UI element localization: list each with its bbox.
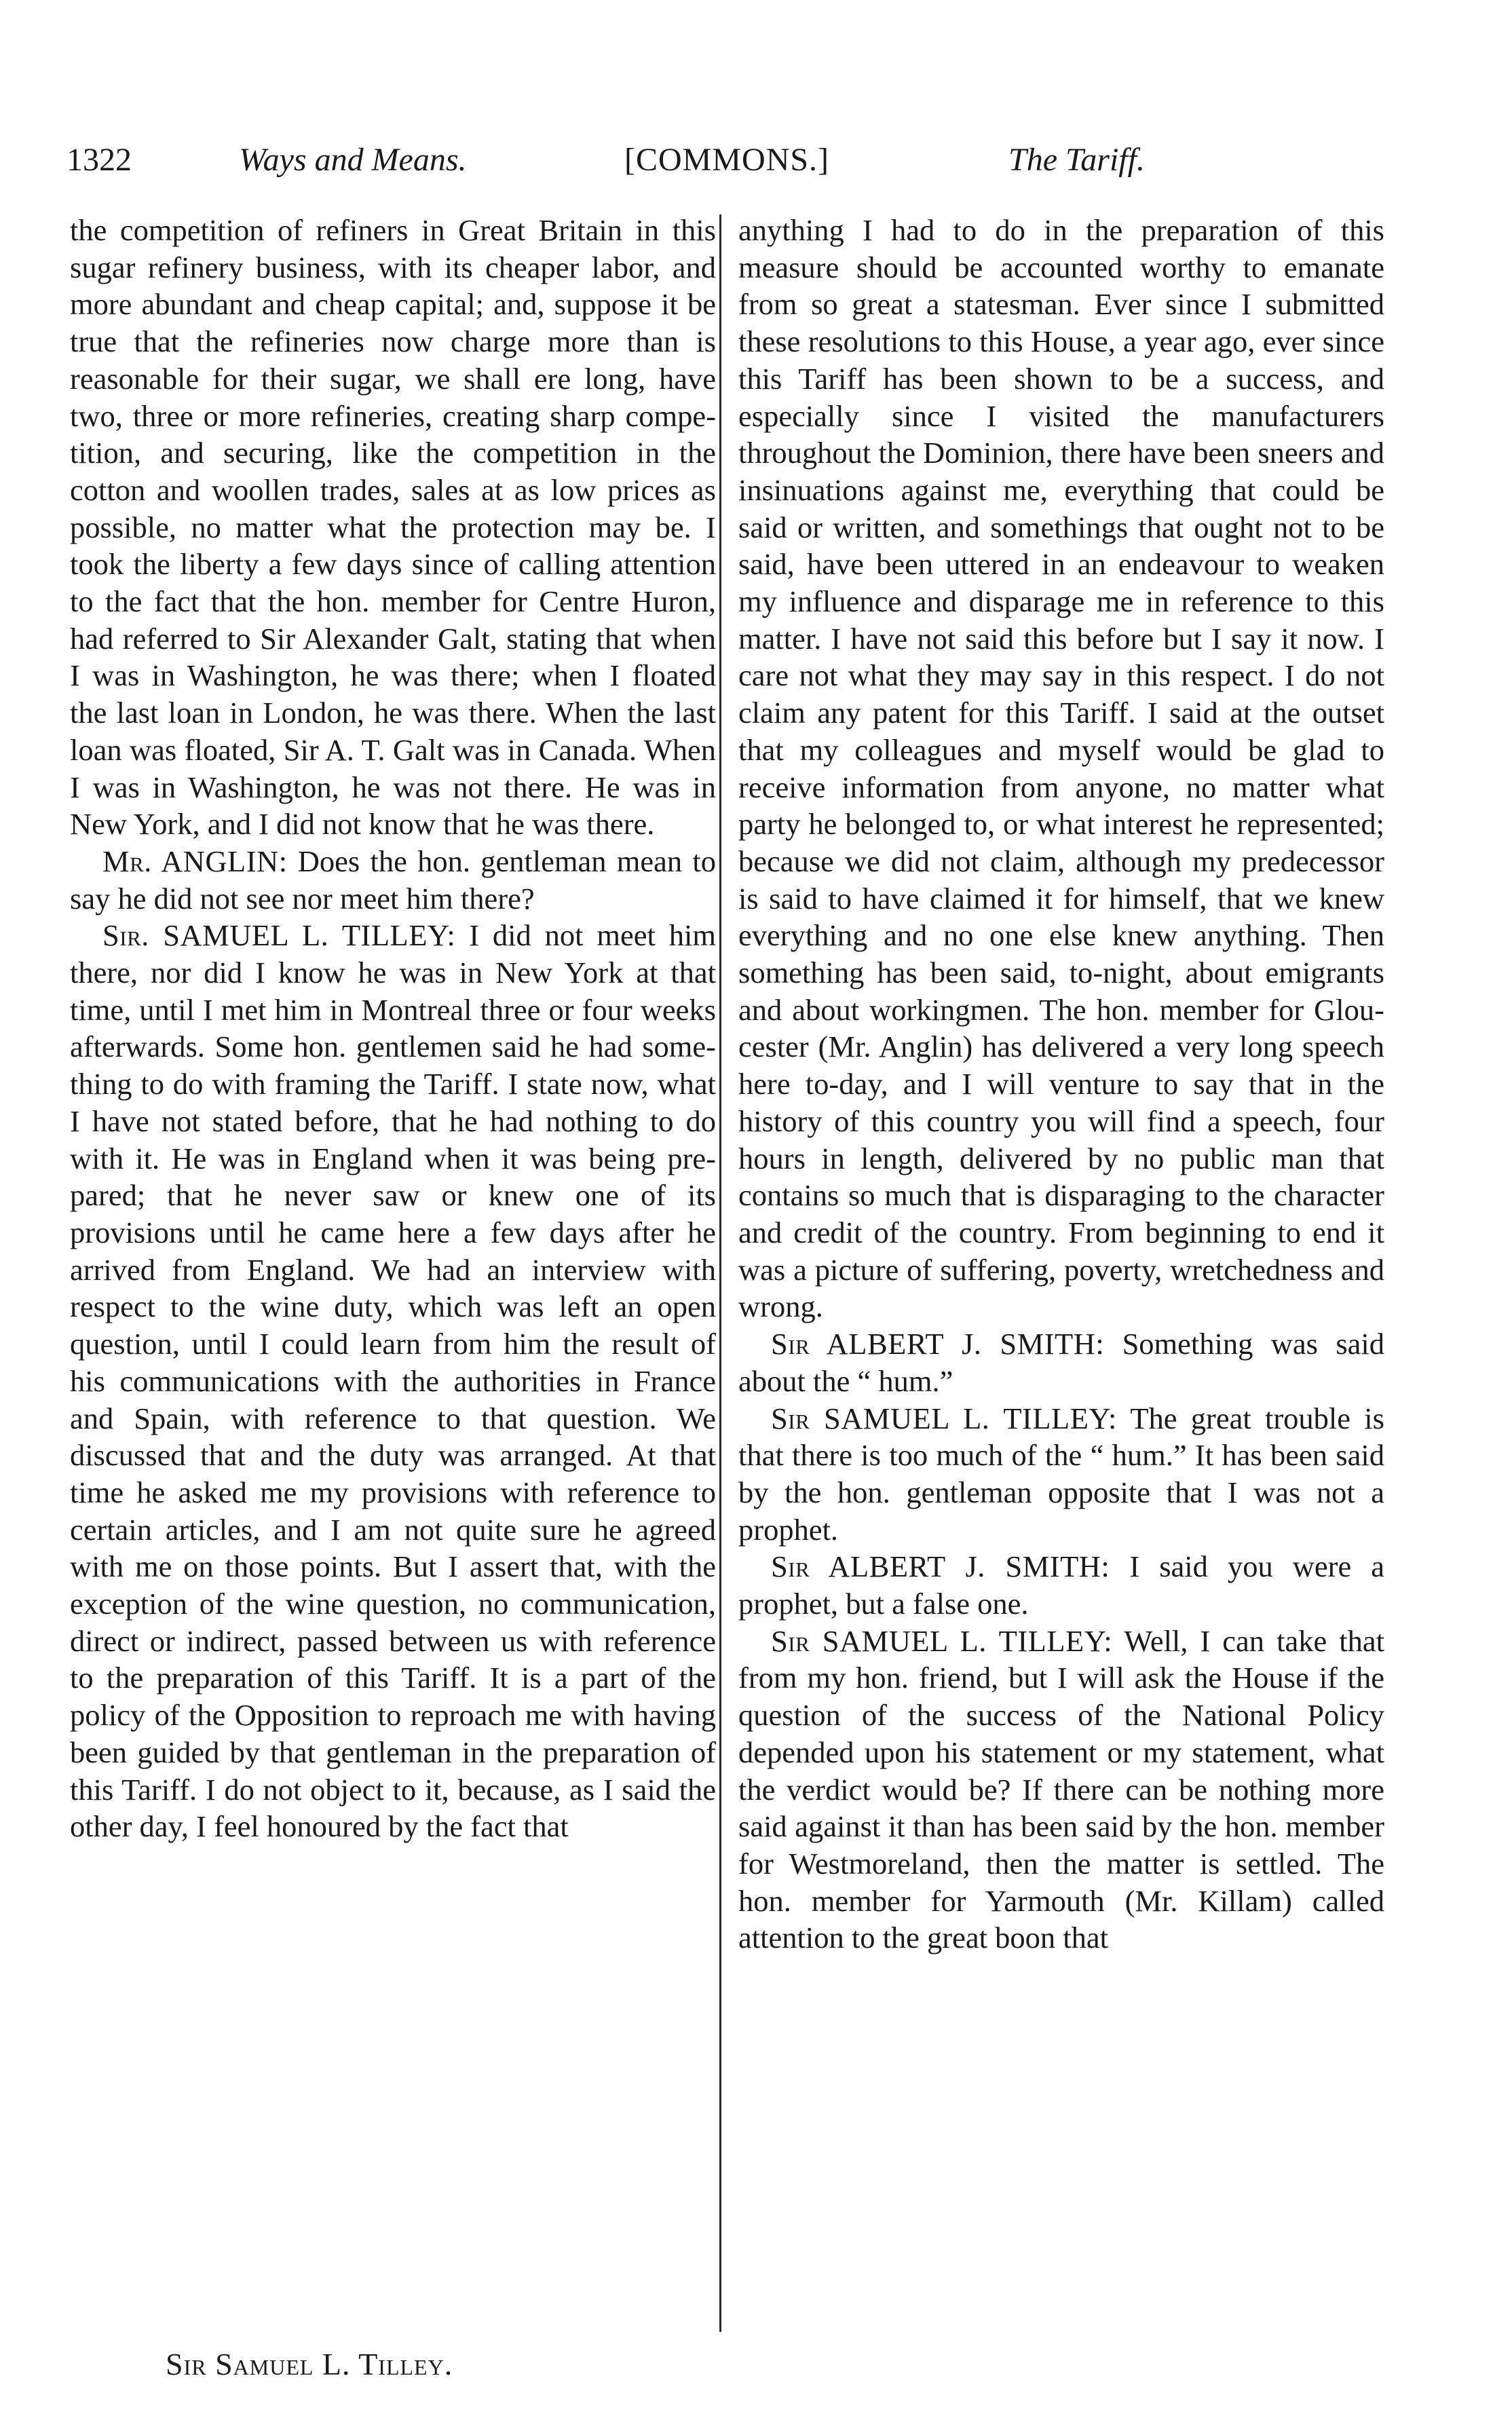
- house-name: [COMMONS.]: [624, 142, 830, 178]
- speech-text: I said you were a prophet, but a false one.: [738, 1549, 1385, 1621]
- column-divider: [719, 214, 721, 2332]
- speaker-name: Sir ALBERT J. SMITH:: [771, 1327, 1105, 1361]
- speech-text: Well, I can take that from my hon. friend, but I will ask the House if the question of the success of the National Policy depended upon his statement or my statement, what the verdict would be? If there can be nothing more said against it than has been said by the hon. member for Westmoreland, then the matter is settled. The hon. member for Yarmouth (Mr. Killam) called attention to the great boon that: [738, 1623, 1384, 1955]
- speech-text: The great trouble is that there is too much of the “ hum.” It has been said by the hon. gentleman opposite that I was not a prophet.: [738, 1401, 1384, 1547]
- speech-paragraph: [738, 1623, 1384, 1957]
- speaker-name: Sir. SAMUEL L. TILLEY:: [102, 918, 456, 953]
- speech-paragraph: [70, 843, 716, 917]
- left-column: [70, 212, 716, 1845]
- speech-text: Does the hon. gentleman mean to say he did not see nor meet him there?: [70, 844, 716, 916]
- running-header: [67, 133, 1432, 187]
- speaker-name: Sir SAMUEL L. TILLEY:: [771, 1401, 1117, 1435]
- speech-paragraph: [738, 1325, 1384, 1399]
- speech-paragraph: [738, 1400, 1384, 1549]
- paragraph: anything I had to do in the preparation of this measure should be accounted worthy to emanate from so great a statesman. Ever since I submitted these resolutions to this House, a year ago, ever since this Tariff has been shown to be a success, and especially since I visited the manufacturers throughout the Dominion, there have been sneers and insinuations against me, everything that could be said or written, and somethings that ought not to be said, have been uttered in an endeavour to weaken my influence and disparage me in reference to this matter. I have not said this before but I say it now. I care not what they may say in this respect. I do not claim any patent for this Tariff. I said at the outset that my colleagues and myself would be glad to receive information from anyone, no matter what party he belonged to, or what interest he represented; because we did not claim, although my predecessor is said to have claimed it for himself, that we knew everything and no one else knew anything. Then something has been said, to-night, about emigrants and about workingmen. The hon. member for Gloucester (Mr. Anglin) has delivered a very long speech here to-day, and I will venture to say that in the history of this country you will find a speech, four hours in length, delivered by no public man that contains so much that is disparaging to the character and credit of the country. From beginning to end it was a picture of suffering, poverty, wretchedness and wrong.: [738, 213, 1384, 1324]
- paragraph: the competition of refiners in Great Britain in this sugar refinery business, with its cheaper labor, and more abundant and cheap capital; and, suppose it be true that the refineries now charge more than is reasonable for their sugar, we shall ere long, have two, three or more refineries, creating sharp competition, and securing, like the competition in the cotton and woollen trades, sales at as low prices as possible, no matter what the protection may be. I took the liberty a few days since of calling attention to the fact that the hon. member for Centre Huron, had referred to Sir Alexander Galt, stating that when I was in Washington, he was there; when I floated the last loan in London, he was there. When the last loan was floated, Sir A. T. Galt was in Canada. When I was in Washington, he was not there. He was in New York, and I did not know that he was there.: [70, 213, 716, 842]
- speaker-name: Sir ALBERT J. SMITH:: [771, 1549, 1110, 1584]
- section-title: Ways and Means.: [239, 142, 467, 178]
- right-column: [738, 212, 1384, 1957]
- topic-title: The Tariff.: [1008, 142, 1145, 178]
- speech-text: Something was said about the “ hum.”: [738, 1327, 1385, 1398]
- speech-text: I did not meet him there, nor did I know he was in New York at that time, until I met him in Montreal three or four weeks afterwards. Some hon. gentlemen said he had something to do with framing the Tariff. I state now, what I have not stated before, that he had nothing to do with it. He was in England when it was being prepared; that he never saw or knew one of its provisions until he came here a few days after he arrived from England. We had an interview with respect to the wine duty, which was left an open question, until I could learn from him the result of his communications with the authorities in France and Spain, with reference to that question. We discussed that and the duty was arranged. At that time he asked me my provisions with reference to certain articles, and I am not quite sure he agreed with me on those points. But I assert that, with the exception of the wine question, no communication, direct or indirect, passed between us with reference to the preparation of this Tariff. It is a part of the policy of the Opposition to reproach me with having been guided by that gentleman in the preparation of this Tariff. I do not object to it, because, as I said the other day, I feel honoured by the fact that: [70, 918, 716, 1844]
- speaker-name: Sir SAMUEL L. TILLEY:: [771, 1623, 1113, 1658]
- speaker-name: Mr. ANGLIN:: [102, 844, 288, 878]
- footer-speaker-name: Sir Samuel L. Tilley.: [166, 2347, 453, 2381]
- speech-paragraph: [738, 1548, 1384, 1622]
- page-number: 1322: [67, 142, 132, 178]
- speech-paragraph: [70, 917, 716, 1845]
